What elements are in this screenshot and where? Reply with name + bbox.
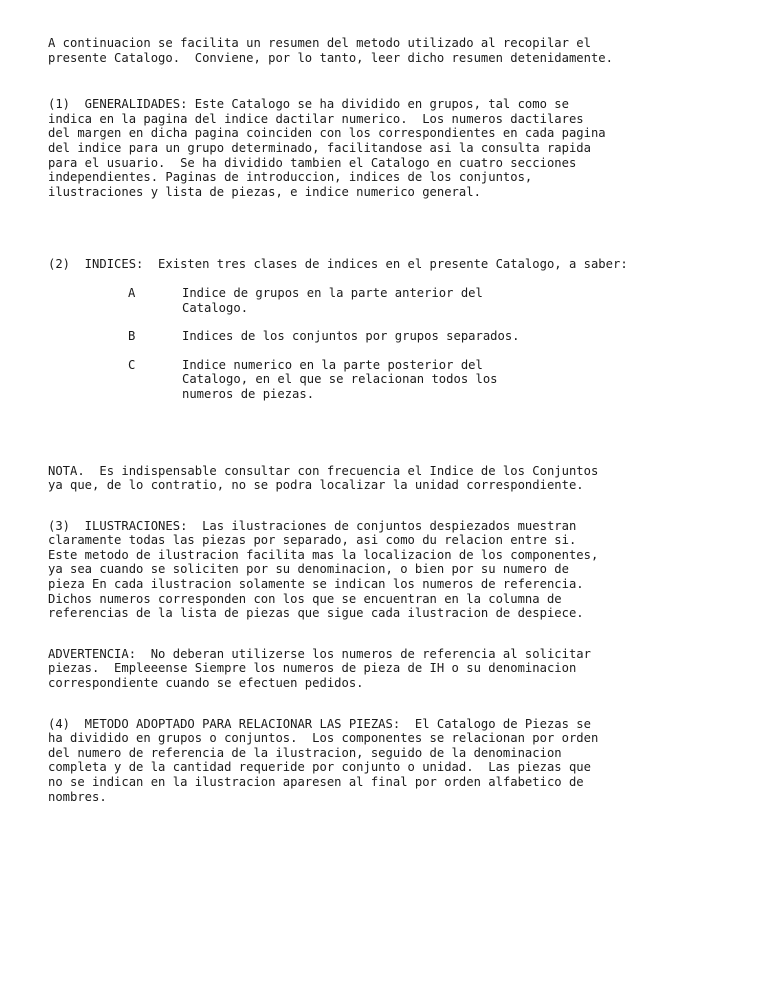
generalidades-paragraph: (1) GENERALIDADES: Este Catalogo se ha dividido en grupos, tal como se indica en la pagina del indice dactilar numerico. Los numeros dactilares del margen en dicha pagina coinciden con los correspondientes en cada pagina del indice para un grupo determinado, facilitandose asi la consulta rapida para el usuario. Se ha dividido tambien el Catalogo en cuatro secciones independientes. Paginas de introduccion, indices de los conjuntos, ilustraciones y lista de piezas, e indice numerico general. — [48, 97, 606, 199]
indices-list — [48, 286, 738, 402]
list-item-letter: C — [128, 357, 136, 372]
indices-heading: (2) INDICES: Existen tres clases de indices en el presente Catalogo, a saber: — [48, 257, 628, 272]
nota-paragraph: NOTA. Es indispensable consultar con frecuencia el Indice de los Conjuntos ya que, de lo contratio, no se podra localizar la unidad correspondiente. — [48, 463, 599, 493]
intro-paragraph: A continuacion se facilita un resumen del metodo utilizado al recopilar el presente Catalogo. Conviene, por lo tanto, leer dicho resumen detenidamente. — [48, 36, 613, 65]
metodo-paragraph: (4) METODO ADOPTADO PARA RELACIONAR LAS PIEZAS: El Catalogo de Piezas se ha dividido en grupos o conjuntos. Los componentes se relacionan por orden del numero de referencia de la ilustracion, seguido de la denominacion completa y de la cantidad requeride por conjunto o unidad. Las piezas que no se indican en la ilustracion aparesen al final por orden alfabetico de nombres. — [48, 716, 599, 804]
list-item-letter: B — [128, 329, 136, 344]
document-page — [48, 36, 738, 804]
list-item-text: Indices de los conjuntos por grupos separados. — [182, 329, 520, 344]
list-item — [48, 286, 738, 315]
ilustraciones-paragraph: (3) ILUSTRACIONES: Las ilustraciones de conjuntos despiezados muestran claramente todas las piezas por separado, asi como du relacion entre si. Este metodo de ilustracion facilita mas la localizacion de los componentes, ya sea cuando se soliciten por su denominacion, o bien por su numero de pieza En cada ilustracion solamente se indican los numeros de referencia. Dichos numeros corresponden con los que se encuentran en la columna de referencias de la lista de piezas que sigue cada ilustracion de despiece. — [48, 518, 599, 621]
list-item-text: Indice numerico en la parte posterior del Catalogo, en el que se relacionan todos los numeros de piezas. — [182, 357, 498, 401]
list-item — [48, 358, 738, 402]
list-item-letter: A — [128, 285, 136, 300]
list-item-text: Indice de grupos en la parte anterior del Catalogo. — [182, 285, 483, 315]
advertencia-paragraph: ADVERTENCIA: No deberan utilizerse los numeros de referencia al solicitar piezas. Empleeense Siempre los numeros de pieza de IH o su denominacion correspondiente cuando se efectuen pedidos. — [48, 646, 591, 691]
list-item — [48, 329, 738, 344]
